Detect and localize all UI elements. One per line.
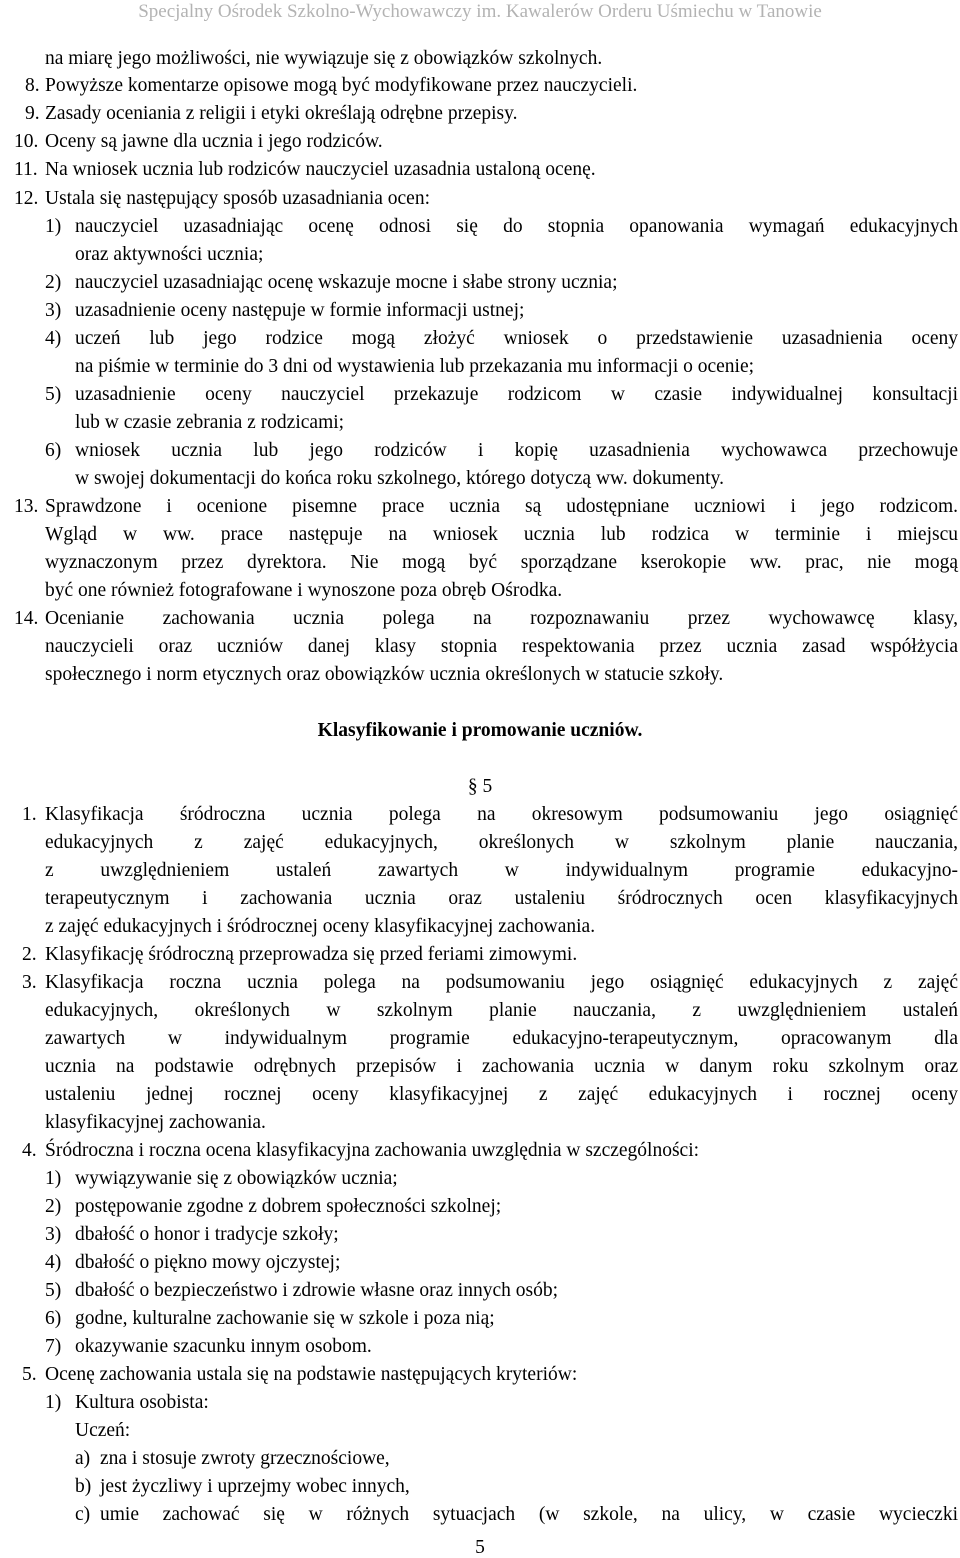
- list-item: [0, 1501, 960, 1529]
- item-text: ucznia na podstawie odrębnych przepisów i zachowania ucznia w danym roku szkolnym oraz: [45, 1056, 958, 1077]
- item-number: 8.: [25, 75, 40, 96]
- item-number: 1): [45, 1392, 62, 1413]
- item-number: 1.: [22, 804, 37, 825]
- item-number: 2): [45, 272, 62, 293]
- item-number: 6): [45, 440, 62, 461]
- text-line: [0, 885, 960, 913]
- item-text: Sprawdzone i ocenione pisemne prace ucznia są udostępniane uczniowi i jego rodzicom.: [45, 496, 958, 517]
- item-number: 14.: [14, 608, 39, 629]
- item-text: Oceny są jawne dla ucznia i jego rodziców.: [45, 131, 383, 152]
- text-line: [0, 241, 960, 269]
- item-text: Ocenę zachowania ustala się na podstawie następujących kryteriów:: [45, 1364, 578, 1385]
- list-item: [0, 1165, 960, 1193]
- item-number: 5): [45, 384, 62, 405]
- item-text: uczeń lub jego rodzice mogą złożyć wniosek o przedstawienie uzasadnienia oceny: [75, 328, 958, 349]
- list-item: [0, 969, 960, 997]
- text-line: [0, 913, 960, 941]
- item-text: lub w czasie zebrania z rodzicami;: [75, 412, 345, 433]
- item-number: c): [75, 1504, 91, 1525]
- list-item: [0, 1305, 960, 1333]
- page-header: Specjalny Ośrodek Szkolno-Wychowawczy im. Kawalerów Orderu Uśmiechu w Tanowie: [138, 1, 822, 22]
- item-text: dbałość o bezpieczeństwo i zdrowie własne oraz innych osób;: [75, 1280, 559, 1301]
- list-item: [0, 1193, 960, 1221]
- list-item: [0, 1389, 960, 1417]
- item-text: Klasyfikacja śródroczna ucznia polega na okresowym podsumowaniu jego osiągnięć: [45, 804, 958, 825]
- item-text: uzasadnienie oceny nauczyciel przekazuje rodzicom w czasie indywidualnej konsultacji: [75, 384, 958, 405]
- list-item: [0, 297, 960, 325]
- list-item: [0, 1221, 960, 1249]
- item-text: postępowanie zgodne z dobrem społeczności szkolnej;: [75, 1196, 502, 1217]
- item-number: 3): [45, 300, 62, 321]
- item-number: 5.: [22, 1364, 37, 1385]
- text-line: [0, 1417, 960, 1445]
- item-text: z uwzględnieniem ustaleń zawartych w indywidualnym programie edukacyjno-: [45, 860, 958, 881]
- list-item: [0, 1333, 960, 1361]
- item-text: okazywanie szacunku innym osobom.: [75, 1336, 372, 1357]
- item-number: 1): [45, 1168, 62, 1189]
- item-text: edukacyjnych z zajęć edukacyjnych, określonych w szkolnym planie nauczania,: [45, 832, 958, 853]
- item-text: Na wniosek ucznia lub rodziców nauczyciel uzasadnia ustaloną ocenę.: [45, 159, 596, 180]
- item-text: Śródroczna i roczna ocena klasyfikacyjna zachowania uwzględnia w szczególności:: [45, 1140, 700, 1161]
- item-text: oraz aktywności ucznia;: [75, 244, 264, 265]
- item-number: 10.: [14, 131, 39, 152]
- item-number: 4.: [22, 1140, 37, 1161]
- text-line: [0, 633, 960, 661]
- item-number: 12.: [14, 188, 39, 209]
- section-heading: Klasyfikowanie i promowanie uczniów.: [317, 720, 643, 741]
- item-number: 3.: [22, 972, 37, 993]
- item-number: 2): [45, 1196, 62, 1217]
- item-text: Ocenianie zachowania ucznia polega na rozpoznawaniu przez wychowawcę klasy,: [45, 608, 958, 629]
- item-text: dbałość o piękno mowy ojczystej;: [75, 1252, 341, 1273]
- text-line: [0, 549, 960, 577]
- text-line: [0, 521, 960, 549]
- item-text: Powyższe komentarze opisowe mogą być modyfikowane przez nauczycieli.: [45, 75, 638, 96]
- text-line: [0, 661, 960, 689]
- item-text: terapeutycznym i zachowania ucznia oraz ustaleniu śródrocznych ocen klasyfikacyjnych: [45, 888, 958, 909]
- list-item: [0, 213, 960, 241]
- item-number: 7): [45, 1336, 62, 1357]
- text-line: [0, 1053, 960, 1081]
- list-item: [0, 1361, 960, 1389]
- item-text: nauczyciel uzasadniając ocenę odnosi się do stopnia opanowania wymagań edukacyjnych: [75, 216, 958, 237]
- list-item: [0, 325, 960, 353]
- text-line: [0, 997, 960, 1025]
- item-number: 13.: [14, 496, 39, 517]
- list-item: [0, 801, 960, 829]
- item-text: zawartych w indywidualnym programie edukacyjno-terapeutycznym, opracowanym dla: [45, 1028, 958, 1049]
- list-item: [0, 1249, 960, 1277]
- item-text: nauczyciel uzasadniając ocenę wskazuje mocne i słabe strony ucznia;: [75, 272, 618, 293]
- item-number: 4): [45, 1252, 62, 1273]
- item-text: być one również fotografowane i wynoszone poza obręb Ośrodka.: [45, 580, 563, 601]
- item-text: jest życzliwy i uprzejmy wobec innych,: [100, 1476, 410, 1497]
- item-text: dbałość o honor i tradycje szkoły;: [75, 1224, 339, 1245]
- text-line: [0, 857, 960, 885]
- list-item: [0, 941, 960, 969]
- item-text: Wgląd w ww. prace następuje na wniosek ucznia lub rodzica w terminie i miejscu: [45, 524, 958, 545]
- item-number: 5): [45, 1280, 62, 1301]
- text-line: [0, 577, 960, 605]
- text-line: [0, 45, 960, 73]
- item-text: z zajęć edukacyjnych i śródrocznej oceny klasyfikacyjnej zachowania.: [45, 916, 596, 937]
- list-item: [0, 1445, 960, 1473]
- list-item: [0, 381, 960, 409]
- list-item: [0, 185, 960, 213]
- item-text: godne, kulturalne zachowanie się w szkole i poza nią;: [75, 1308, 495, 1329]
- text-line: [0, 1109, 960, 1137]
- page-number: 5: [475, 1537, 485, 1558]
- list-item: [0, 493, 960, 521]
- item-text: uzasadnienie oceny następuje w formie informacji ustnej;: [75, 300, 525, 321]
- item-text: Klasyfikacja roczna ucznia polega na podsumowaniu jego osiągnięć edukacyjnych z zajęć: [45, 972, 958, 993]
- list-item: [0, 1277, 960, 1305]
- item-number: 11.: [14, 159, 38, 180]
- item-text: nauczycieli oraz uczniów danej klasy stopnia respektowania przez ucznia zasad współżycia: [45, 636, 958, 657]
- list-item: [0, 437, 960, 465]
- item-text: w swojej dokumentacji do końca roku szkolnego, którego dotyczą ww. dokumenty.: [75, 468, 724, 489]
- item-number: a): [75, 1448, 91, 1469]
- item-text: wywiązywanie się z obowiązków ucznia;: [75, 1168, 398, 1189]
- item-number: 1): [45, 216, 62, 237]
- item-text: ustaleniu jednej rocznej oceny klasyfikacyjnej z zajęć edukacyjnych i rocznej oceny: [45, 1084, 958, 1105]
- item-number: 3): [45, 1224, 62, 1245]
- item-number: b): [75, 1476, 92, 1497]
- item-number: 4): [45, 328, 62, 349]
- text-line: [0, 1081, 960, 1109]
- text-line: [0, 1025, 960, 1053]
- list-item: [0, 72, 960, 100]
- item-number: 2.: [22, 944, 37, 965]
- item-text: Zasady oceniania z religii i etyki określają odrębne przepisy.: [45, 103, 518, 124]
- list-item: [0, 605, 960, 633]
- item-number: 9.: [25, 103, 40, 124]
- item-text: Ustala się następujący sposób uzasadniania ocen:: [45, 188, 431, 209]
- item-text: zna i stosuje zwroty grzecznościowe,: [100, 1448, 390, 1469]
- item-text: Kultura osobista:: [75, 1392, 209, 1413]
- item-text: na miarę jego możliwości, nie wywiązuje się z obowiązków szkolnych.: [45, 48, 603, 69]
- item-text: społecznego i norm etycznych oraz obowiązków ucznia określonych w statucie szkoły.: [45, 664, 724, 685]
- list-item: [0, 128, 960, 156]
- list-item: [0, 269, 960, 297]
- text-line: [0, 353, 960, 381]
- section-mark: § 5: [467, 776, 493, 797]
- list-item: [0, 1137, 960, 1165]
- text-line: [0, 829, 960, 857]
- item-text: na piśmie w terminie do 3 dni od wystawienia lub przekazania mu informacji o ocenie;: [75, 356, 755, 377]
- list-item: [0, 156, 960, 184]
- item-text: wyznaczonym przez dyrektora. Nie mogą być sporządzane kserokopie ww. prac, nie mogą: [45, 552, 958, 573]
- item-text: klasyfikacyjnej zachowania.: [45, 1112, 266, 1133]
- item-text: umie zachować się w różnych sytuacjach (w szkole, na ulicy, w czasie wycieczki: [100, 1504, 958, 1525]
- text-line: [0, 465, 960, 493]
- item-number: 6): [45, 1308, 62, 1329]
- list-item: [0, 1473, 960, 1501]
- item-text: Klasyfikację śródroczną przeprowadza się przed feriami zimowymi.: [45, 944, 578, 965]
- list-item: [0, 100, 960, 128]
- item-text: wniosek ucznia lub jego rodziców i kopię uzasadnienia wychowawca przechowuje: [75, 440, 958, 461]
- item-text: edukacyjnych, określonych w szkolnym planie nauczania, z uwzględnieniem ustaleń: [45, 1000, 958, 1021]
- item-text: Uczeń:: [75, 1420, 131, 1441]
- text-line: [0, 409, 960, 437]
